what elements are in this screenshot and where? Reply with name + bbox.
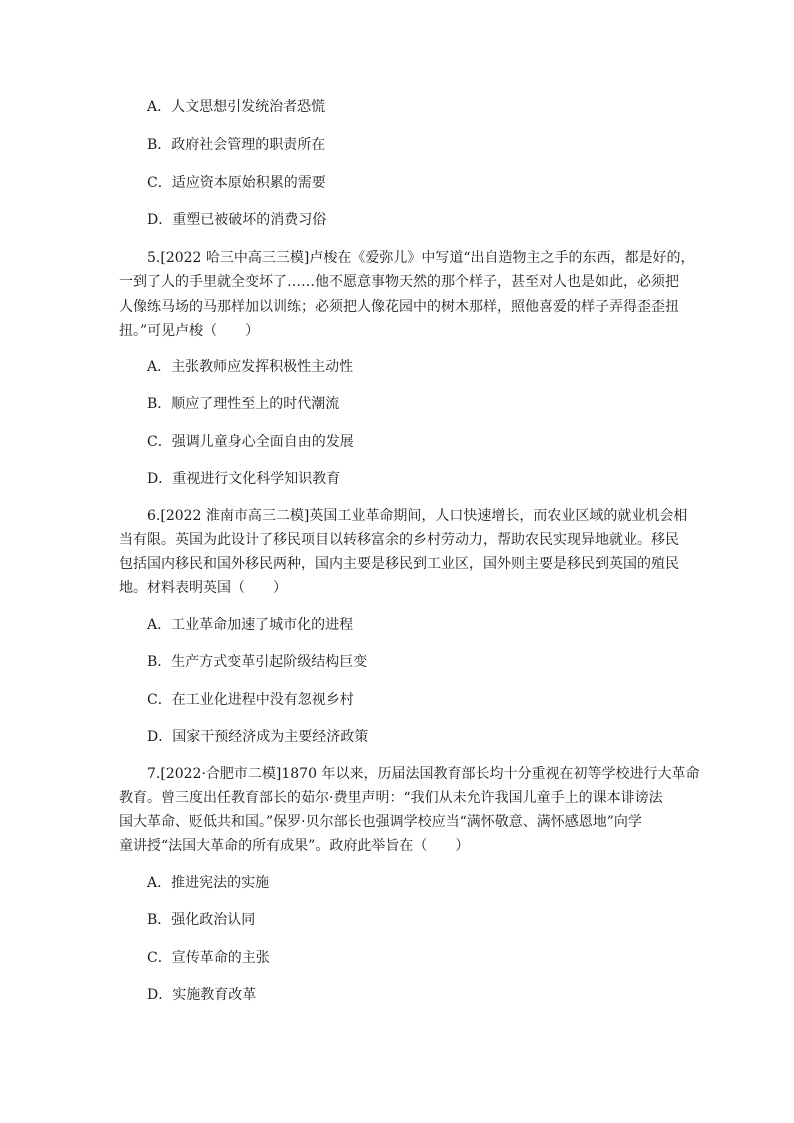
q6-option-b: B．生产方式变革引起阶级结构巨变 [147,654,368,670]
q5-stem-line-3: 人像练马场的马那样加以训练；必须把人像花园中的树木那样，照他喜爱的样子弄得歪歪扭 [119,299,679,315]
q4-option-b: B．政府社会管理的职责所在 [147,137,326,153]
q4-option-c: C．适应资本原始积累的需要 [147,175,326,191]
q6-stem-line-3: 包括国内移民和国外移民两种，国内主要是移民到工业区，国外则主要是移民到英国的殖民 [119,556,679,572]
q6-stem-line-1: 6.[2022 淮南市高三二模]英国工业革命期间，人口快速增长，而农业区域的就业机会相 [147,508,688,524]
q7-option-a: A．推进宪法的实施 [147,875,270,891]
q5-option-c: C．强调儿童身心全面自由的发展 [147,434,354,450]
q7-stem-line-1: 7.[2022·合肥市二模]1870 年以来，历届法国教育部长均十分重视在初等学校进行大革命 [147,766,700,782]
q7-stem-line-4: 童讲授“法国大革命的所有成果”。政府此举旨在（ ） [119,838,470,854]
q6-stem-line-2: 当有限。英国为此设计了移民项目以转移富余的乡村劳动力，帮助农民实现异地就业。移民 [119,532,679,548]
q6-option-d: D．国家干预经济成为主要经济政策 [147,729,369,745]
q5-stem-line-1: 5.[2022 哈三中高三三模]卢梭在《爱弥儿》中写道“出自造物主之手的东西，都是好的， [147,250,695,266]
q4-option-a: A．人文思想引发统治者恐慌 [147,99,326,115]
q5-option-a: A．主张教师应发挥积极性主动性 [147,359,354,375]
q5-stem-line-4: 扭。”可见卢梭（ ） [119,323,260,339]
q7-stem-line-2: 教育。曾三度出任教育部长的茹尔·费里声明：“我们从未允许我国儿童手上的课本诽谤法 [119,790,663,806]
q7-option-b: B．强化政治认同 [147,912,256,928]
q6-stem-line-4: 地。材料表明英国（ ） [119,580,287,596]
q6-option-a: A．工业革命加速了城市化的进程 [147,617,354,633]
q6-option-c: C．在工业化进程中没有忽视乡村 [147,692,354,708]
q7-option-c: C．宣传革命的主张 [147,950,270,966]
q7-stem-line-3: 国大革命、贬低共和国。”保罗·贝尔部长也强调学校应当“满怀敬意、满怀感恩地”向学 [119,814,642,830]
q4-option-d: D．重塑已被破坏的消费习俗 [147,212,327,228]
q7-option-d: D．实施教育改革 [147,987,257,1003]
q5-option-d: D．重视进行文化科学知识教育 [147,471,341,487]
q5-option-b: B．顺应了理性至上的时代潮流 [147,396,340,412]
q5-stem-line-2: 一到了人的手里就全变坏了……他不愿意事物天然的那个样子，甚至对人也是如此，必须把 [119,274,679,290]
